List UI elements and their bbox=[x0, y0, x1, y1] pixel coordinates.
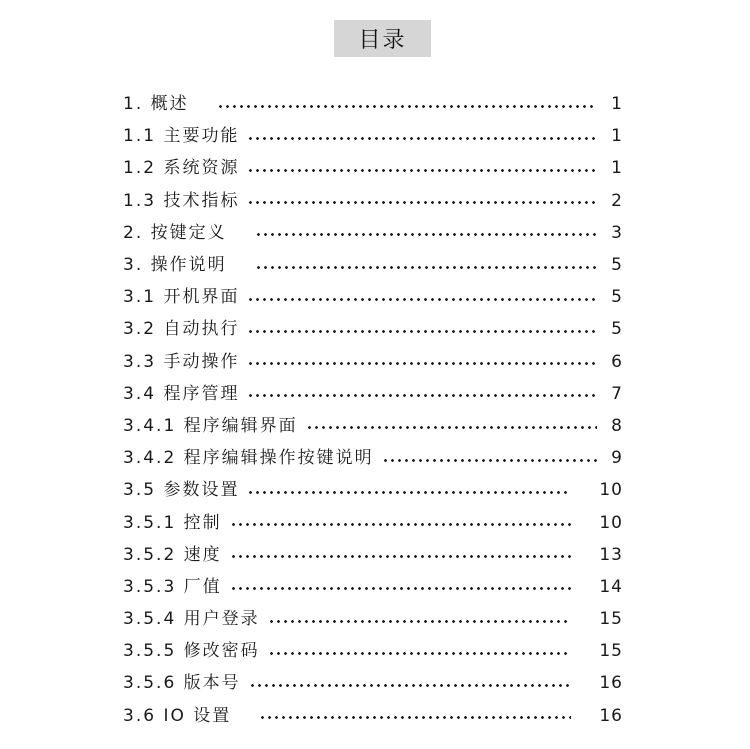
toc-entry[interactable] bbox=[123, 281, 623, 313]
toc-entry-page: 2 bbox=[611, 190, 623, 211]
toc-entry-page: 3 bbox=[611, 222, 623, 243]
toc-entry-page: 5 bbox=[611, 319, 623, 340]
toc-entry-label: 3.1 开机界面 bbox=[123, 287, 240, 308]
toc-entry-label: 1.2 系统资源 bbox=[123, 158, 240, 179]
toc-entry-page: 16 bbox=[599, 673, 623, 694]
toc-entry[interactable] bbox=[123, 217, 623, 249]
toc-entry-page: 5 bbox=[611, 287, 623, 308]
toc-entry[interactable] bbox=[123, 313, 623, 345]
toc-entry[interactable] bbox=[123, 571, 623, 603]
toc-leader-dots bbox=[249, 684, 572, 687]
toc-entry-page: 1 bbox=[611, 126, 623, 147]
toc-entry[interactable] bbox=[123, 667, 623, 699]
toc-entry-label: 3.5 参数设置 bbox=[123, 480, 240, 501]
toc-leader-dots bbox=[217, 105, 597, 108]
toc-leader-dots bbox=[306, 426, 597, 429]
toc-leader-dots bbox=[259, 716, 571, 719]
toc-entry-page: 7 bbox=[611, 383, 623, 404]
toc-entry-label: 3. 操作说明 bbox=[123, 255, 227, 276]
toc-entry-label: 3.5.2 速度 bbox=[123, 544, 222, 565]
toc-entry-label: 3.4.1 程序编辑界面 bbox=[123, 415, 298, 436]
toc-leader-dots bbox=[247, 362, 597, 365]
toc-entry[interactable] bbox=[123, 378, 623, 410]
toc-leader-dots bbox=[268, 620, 572, 623]
toc-entry-page: 6 bbox=[611, 351, 623, 372]
toc-leader-dots bbox=[382, 459, 597, 462]
toc-entry[interactable] bbox=[123, 249, 623, 281]
toc-entry-label: 3.4 程序管理 bbox=[123, 383, 240, 404]
toc-entry[interactable] bbox=[123, 346, 623, 378]
toc-entry[interactable] bbox=[123, 700, 623, 732]
toc-entry[interactable] bbox=[123, 474, 623, 506]
toc-entry[interactable] bbox=[123, 603, 623, 635]
toc-leader-dots bbox=[230, 555, 572, 558]
toc-entry[interactable] bbox=[123, 120, 623, 152]
toc-entry-page: 13 bbox=[599, 544, 623, 565]
toc-entry-label: 3.3 手动操作 bbox=[123, 351, 240, 372]
toc-entry-label: 1.1 主要功能 bbox=[123, 126, 240, 147]
toc-entry-page: 5 bbox=[611, 255, 623, 276]
toc-leader-dots bbox=[247, 201, 597, 204]
toc-entry-page: 8 bbox=[611, 415, 623, 436]
toc-list bbox=[123, 88, 623, 732]
toc-entry[interactable] bbox=[123, 442, 623, 474]
toc-entry-page: 16 bbox=[599, 705, 623, 726]
toc-entry-label: 1. 概述 bbox=[123, 94, 189, 115]
toc-entry-page: 14 bbox=[599, 576, 623, 597]
toc-entry-label: 3.2 自动执行 bbox=[123, 319, 240, 340]
toc-entry[interactable] bbox=[123, 539, 623, 571]
toc-entry-label: 3.5.6 版本号 bbox=[123, 673, 241, 694]
toc-entry-page: 1 bbox=[611, 94, 623, 115]
toc-entry-label: 3.6 IO 设置 bbox=[123, 705, 232, 726]
toc-entry-label: 1.3 技术指标 bbox=[123, 190, 240, 211]
toc-entry-label: 3.5.5 修改密码 bbox=[123, 641, 260, 662]
toc-leader-dots bbox=[268, 652, 572, 655]
toc-leader-dots bbox=[247, 491, 571, 494]
toc-leader-dots bbox=[230, 587, 572, 590]
toc-entry[interactable] bbox=[123, 152, 623, 184]
toc-entry[interactable] bbox=[123, 506, 623, 538]
toc-leader-dots bbox=[255, 233, 597, 236]
toc-entry-page: 15 bbox=[599, 641, 623, 662]
toc-entry-label: 2. 按键定义 bbox=[123, 222, 227, 243]
toc-entry-page: 15 bbox=[599, 609, 623, 630]
toc-leader-dots bbox=[247, 298, 597, 301]
toc-entry-page: 10 bbox=[599, 480, 623, 501]
toc-leader-dots bbox=[247, 330, 597, 333]
toc-entry[interactable] bbox=[123, 185, 623, 217]
toc-leader-dots bbox=[230, 523, 572, 526]
toc-leader-dots bbox=[247, 137, 597, 140]
toc-entry-label: 3.5.3 厂值 bbox=[123, 576, 222, 597]
toc-leader-dots bbox=[255, 266, 597, 269]
toc-entry[interactable] bbox=[123, 410, 623, 442]
toc-title: 目录 bbox=[334, 20, 431, 57]
toc-entry-label: 3.5.1 控制 bbox=[123, 512, 222, 533]
toc-entry-label: 3.4.2 程序编辑操作按键说明 bbox=[123, 448, 374, 469]
toc-entry-page: 9 bbox=[611, 448, 623, 469]
toc-entry-page: 10 bbox=[599, 512, 623, 533]
toc-entry[interactable] bbox=[123, 88, 623, 120]
toc-entry[interactable] bbox=[123, 635, 623, 667]
toc-entry-page: 1 bbox=[611, 158, 623, 179]
toc-entry-label: 3.5.4 用户登录 bbox=[123, 609, 260, 630]
toc-leader-dots bbox=[247, 169, 597, 172]
toc-leader-dots bbox=[247, 394, 597, 397]
